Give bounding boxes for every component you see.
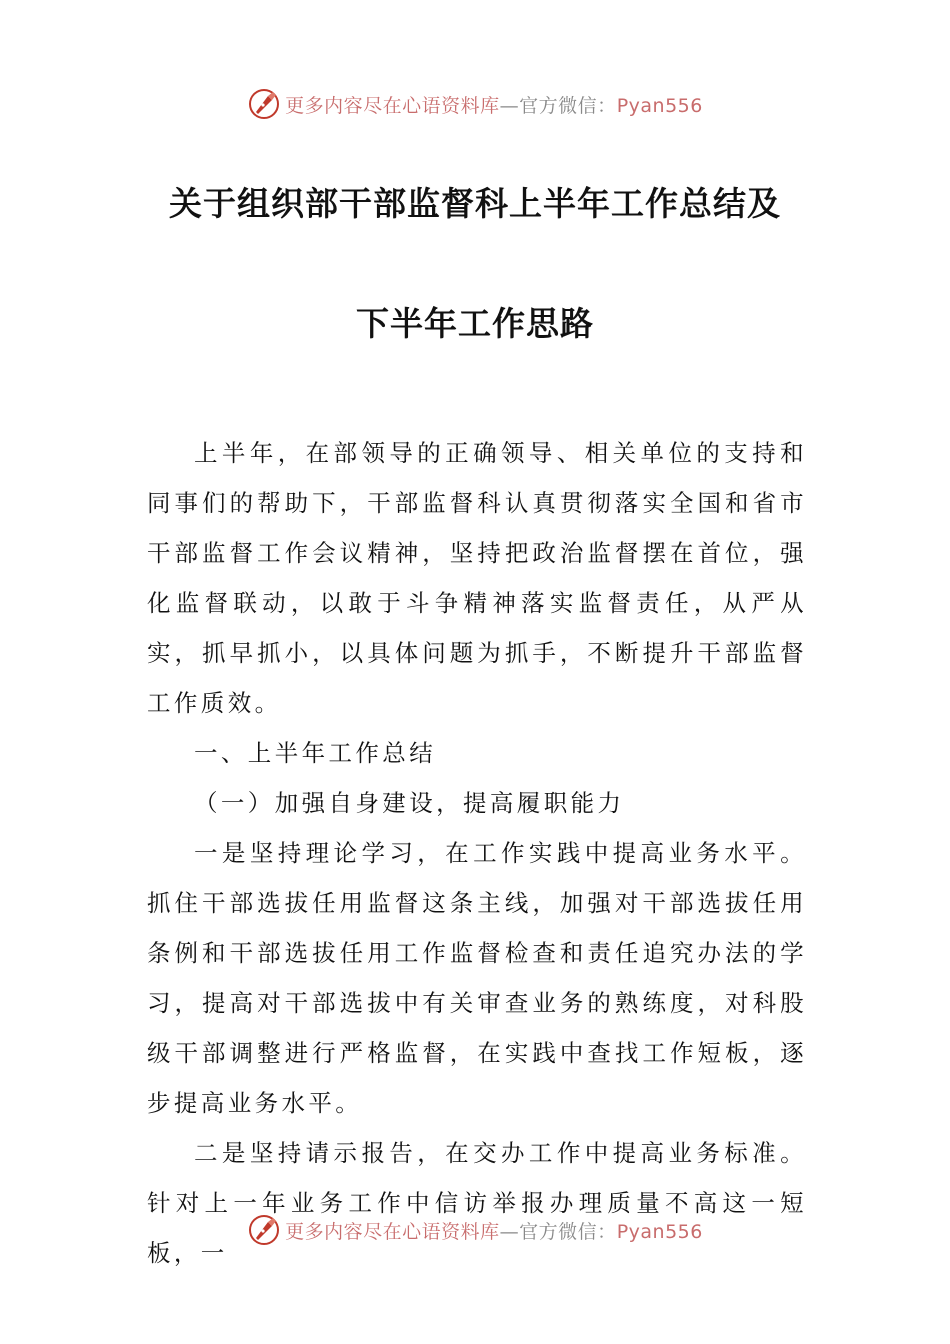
pen-nib-logo-icon [247, 87, 281, 121]
pen-nib-logo-icon [247, 1213, 281, 1247]
paragraph-point-1: 一是坚持理论学习，在工作实践中提高业务水平。抓住干部选拔任用监督这条主线，加强对干部选拔任用条例和干部选拔任用工作监督检查和责任追究办法的学习，提高对干部选拔中有关审查业务的熟练度，对科股级干部调整进行严格监督，在实践中查找工作短板，逐步提高业务水平。 [147, 839, 807, 1117]
watermark-text [285, 1217, 703, 1244]
document-title-line-2: 下半年工作思路 [356, 304, 594, 343]
watermark-separator: — [499, 94, 520, 117]
watermark-account: Pyan556 [616, 1220, 703, 1243]
watermark-banner-top [0, 84, 950, 124]
document-title-line-1: 关于组织部干部监督科上半年工作总结及 [169, 184, 781, 223]
watermark-account: Pyan556 [616, 94, 703, 117]
watermark-brand: 更多内容尽在心语资料库 [285, 94, 500, 117]
watermark-banner-bottom [0, 1210, 950, 1250]
document-body [147, 428, 807, 1278]
watermark-brand: 更多内容尽在心语资料库 [285, 1220, 500, 1243]
paragraph-intro: 上半年，在部领导的正确领导、相关单位的支持和同事们的帮助下，干部监督科认真贯彻落实全国和省市干部监督工作会议精神，坚持把政治监督摆在首位，强化监督联动，以敢于斗争精神落实监督责任，从严从实，抓早抓小，以具体问题为抓手，不断提升干部监督工作质效。 [147, 439, 807, 717]
section-heading-1: 一、上半年工作总结 [194, 739, 437, 767]
watermark-label: 官方微信： [519, 1220, 617, 1243]
subsection-heading-1: （一）加强自身建设，提高履职能力 [194, 789, 625, 817]
watermark-text [285, 91, 703, 118]
watermark-label: 官方微信： [519, 94, 617, 117]
paragraph-point-2: 二是坚持请示报告，在交办工作中提高业务标准。针对上一年业务工作中信访举报办理质量不高这一短板，一 [147, 1139, 807, 1267]
watermark-separator: — [499, 1220, 520, 1243]
